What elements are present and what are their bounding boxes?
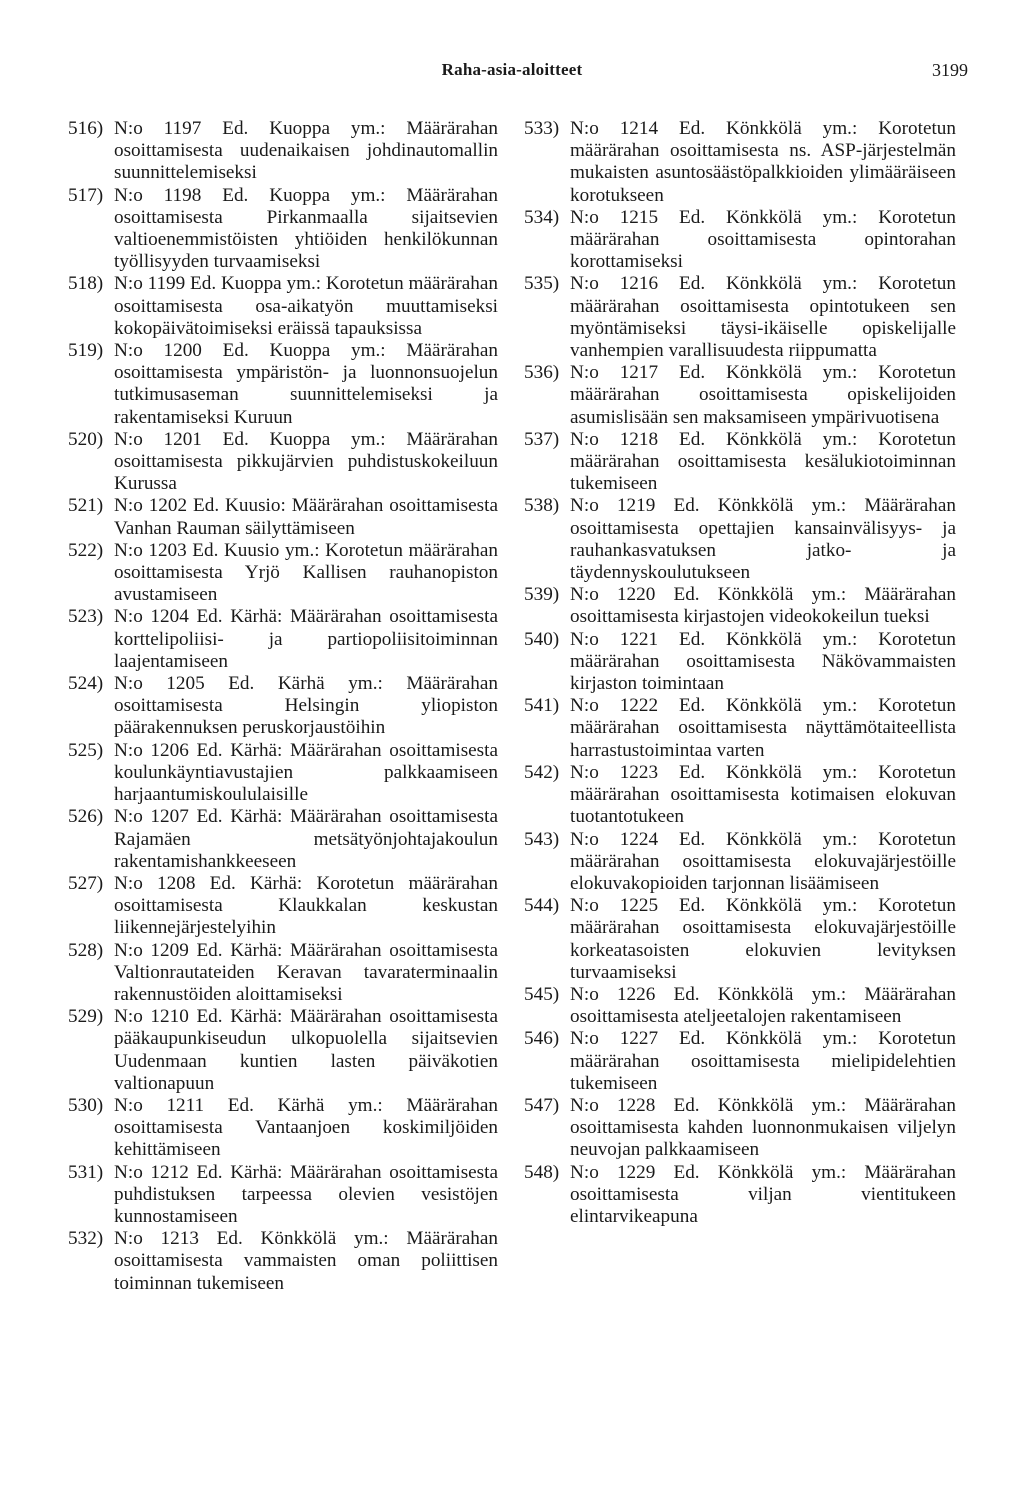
entry-number: 534) (524, 206, 560, 228)
entry-text: N:o 1197 Ed. Kuoppa ym.: Määrärahan osoittamisesta uudenaikaisen johdinautomallin suunnittelemiseksi (114, 118, 498, 184)
entry-number: 540) (524, 628, 560, 650)
entry-text: N:o 1226 Ed. Könkkölä ym.: Määrärahan osoittamisesta ateljeetalojen rakentamiseen (570, 983, 956, 1028)
entry-number: 541) (524, 695, 560, 717)
list-item (68, 185, 498, 274)
entry-number: 530) (68, 1094, 104, 1116)
entry-number: 516) (68, 118, 104, 139)
right-column (524, 118, 956, 1228)
entry-number: 524) (68, 673, 104, 695)
entry-number: 520) (68, 428, 104, 450)
entry-number: 538) (524, 495, 560, 517)
entry-text: N:o 1211 Ed. Kärhä ym.: Määrärahan osoittamisesta Vantaanjoen koskimiljöiden kehittämiseen (114, 1094, 498, 1161)
list-item (68, 873, 498, 940)
list-item (68, 429, 498, 496)
entry-number: 547) (524, 1094, 560, 1116)
list-item (68, 340, 498, 429)
list-item (524, 895, 956, 984)
left-column (68, 118, 498, 1295)
list-item (524, 1095, 956, 1162)
list-item (524, 495, 956, 584)
page-number: 3199 (932, 60, 968, 80)
list-item (68, 806, 498, 873)
list-item (68, 540, 498, 607)
entry-number: 533) (524, 118, 560, 139)
entry-text: N:o 1205 Ed. Kärhä ym.: Määrärahan osoittamisesta Helsingin yliopiston päärakennuksen peruskorjaustöihin (114, 673, 498, 739)
list-item (68, 606, 498, 673)
list-item (68, 940, 498, 1007)
entry-number: 518) (68, 273, 104, 295)
entry-number: 535) (524, 273, 560, 295)
list-item (68, 495, 498, 539)
entry-number: 537) (524, 428, 560, 450)
list-item (524, 984, 956, 1028)
entry-text: N:o 1229 Ed. Könkkölä ym.: Määrärahan osoittamisesta viljan vientitukeen elintarvikeapuna (570, 1161, 956, 1227)
entry-text: N:o 1216 Ed. Könkkölä ym.: Korotetun määrärahan osoittamisesta opintotukeen sen myöntämiseksi täysi-ikäiselle opiskelijalle vanhempien varallisuudesta riippumatta (570, 273, 956, 362)
entry-text: N:o 1210 Ed. Kärhä: Määrärahan osoittamisesta pääkaupunkiseudun ulkopuolella sijaitsevien Uudenmaan kuntien lasten päiväkotien valtionapuun (114, 1006, 498, 1094)
entry-number: 519) (68, 340, 104, 362)
list-item (68, 673, 498, 740)
entry-text: N:o 1227 Ed. Könkkölä ym.: Korotetun määrärahan osoittamisesta mielipidelehtien tukemiseen (570, 1028, 956, 1094)
entry-number: 517) (68, 184, 104, 206)
entry-number: 539) (524, 584, 560, 606)
entry-number: 536) (524, 362, 560, 384)
list-item (68, 1228, 498, 1295)
entry-number: 532) (68, 1228, 104, 1250)
entry-text: N:o 1223 Ed. Könkkölä ym.: Korotetun määrärahan osoittamisesta kotimaisen elokuvan tuotantotukeen (570, 761, 956, 828)
entry-text: N:o 1201 Ed. Kuoppa ym.: Määrärahan osoittamisesta pikkujärvien puhdistuskokeiluun Kurussa (114, 428, 498, 495)
entry-text: N:o 1214 Ed. Könkkölä ym.: Korotetun määrärahan osoittamisesta ns. ASP-järjestelmän mukaisten asuntosäästöpalkkioiden ylimääräiseen korotukseen (570, 118, 956, 206)
entry-number: 545) (524, 983, 560, 1005)
entry-text: N:o 1200 Ed. Kuoppa ym.: Määrärahan osoittamisesta ympäristön- ja luonnonsuojelun tutkimusaseman suunnittelemiseksi ja rakentamiseksi Kuruun (114, 340, 498, 428)
list-item (68, 273, 498, 340)
entry-number: 548) (524, 1161, 560, 1183)
list-item (68, 740, 498, 807)
list-item (524, 1162, 956, 1229)
list-item (524, 829, 956, 896)
entry-number: 544) (524, 895, 560, 917)
list-item (524, 762, 956, 829)
entry-text: N:o 1228 Ed. Könkkölä ym.: Määrärahan osoittamisesta kahden luonnonmukaisen viljelyn neuvojan palkkaamiseen (570, 1094, 956, 1161)
entry-number: 523) (68, 606, 104, 628)
list-item (68, 1006, 498, 1095)
entry-text: N:o 1208 Ed. Kärhä: Korotetun määrärahan osoittamisesta Klaukkalan keskustan liikennejärjestelyihin (114, 872, 498, 939)
entry-text: N:o 1213 Ed. Könkkölä ym.: Määrärahan osoittamisesta vammaisten oman poliittisen toiminnan tukemiseen (114, 1228, 498, 1294)
list-item (524, 695, 956, 762)
entry-text: N:o 1215 Ed. Könkkölä ym.: Korotetun määrärahan osoittamisesta opintorahan korottamiseksi (570, 206, 956, 273)
list-item (524, 1028, 956, 1095)
list-item (524, 629, 956, 696)
list-item (524, 584, 956, 628)
entry-text: N:o 1209 Ed. Kärhä: Määrärahan osoittamisesta Valtionrautateiden Keravan tavaraterminaalin rakennustöiden aloittamiseksi (114, 939, 498, 1005)
entry-text: N:o 1202 Ed. Kuusio: Määrärahan osoittamisesta Vanhan Rauman säilyttämiseen (114, 495, 498, 539)
entry-number: 531) (68, 1161, 104, 1183)
entry-number: 542) (524, 761, 560, 783)
entry-text: N:o 1219 Ed. Könkkölä ym.: Määrärahan osoittamisesta opettajien kansainvälisyys- ja rauhankasvatuksen jatko- ja täydennyskoulutukseen (570, 495, 956, 584)
entry-number: 525) (68, 739, 104, 761)
entry-text: N:o 1206 Ed. Kärhä: Määrärahan osoittamisesta koulunkäyntiavustajien palkkaamiseen harjaantumiskoululaisille (114, 739, 498, 806)
running-title: Raha-asia-aloitteet (441, 60, 583, 79)
entry-text: N:o 1224 Ed. Könkkölä ym.: Korotetun määrärahan osoittamisesta elokuvajärjestöille elokuvakopioiden tarjonnan lisäämiseen (570, 828, 956, 894)
list-item (524, 273, 956, 362)
entry-text: N:o 1222 Ed. Könkkölä ym.: Korotetun määrärahan osoittamisesta näyttämötaiteellista harrastustoimintaa varten (570, 695, 956, 761)
entry-text: N:o 1218 Ed. Könkkölä ym.: Korotetun määrärahan osoittamisesta kesälukiotoiminnan tukemiseen (570, 428, 956, 495)
list-item (524, 429, 956, 496)
entry-number: 543) (524, 828, 560, 850)
list-item (68, 118, 498, 185)
entry-text: N:o 1199 Ed. Kuoppa ym.: Korotetun määrärahan osoittamisesta osa-aikatyön muuttamiseksi kokopäivätoimiseksi eräissä tapauksissa (114, 273, 499, 339)
entry-text: N:o 1204 Ed. Kärhä: Määrärahan osoittamisesta korttelipoliisi- ja partiopoliisitoiminnan laajentamiseen (114, 606, 498, 672)
entry-number: 529) (68, 1006, 104, 1028)
list-item (524, 118, 956, 207)
entry-text: N:o 1225 Ed. Könkkölä ym.: Korotetun määrärahan osoittamisesta elokuvajärjestöille korkeatasoisten elokuvien levityksen turvaamiseksi (570, 895, 956, 983)
entry-text: N:o 1198 Ed. Kuoppa ym.: Määrärahan osoittamisesta Pirkanmaalla sijaitsevien valtioenemmistöisten yhtiöiden henkilökunnan työllisyyden turvaamiseksi (114, 184, 498, 273)
entry-text: N:o 1203 Ed. Kuusio ym.: Korotetun määrärahan osoittamisesta Yrjö Kallisen rauhanopiston avustamiseen (114, 539, 498, 606)
entry-text: N:o 1217 Ed. Könkkölä ym.: Korotetun määrärahan osoittamisesta opiskelijoiden asumislisään sen maksamiseen ympärivuotisena (570, 362, 956, 428)
entry-number: 521) (68, 495, 104, 517)
entry-number: 522) (68, 539, 104, 561)
list-item (68, 1095, 498, 1162)
entry-text: N:o 1212 Ed. Kärhä: Määrärahan osoittamisesta puhdistuksen tarpeessa olevien vesistöjen kunnostamiseen (114, 1161, 498, 1227)
entry-number: 528) (68, 939, 104, 961)
list-item (68, 1162, 498, 1229)
entry-text: N:o 1221 Ed. Könkkölä ym.: Korotetun määrärahan osoittamisesta Näkövammaisten kirjaston toimintaan (570, 628, 956, 695)
entry-text: N:o 1220 Ed. Könkkölä ym.: Määrärahan osoittamisesta kirjastojen videokokeilun tueksi (570, 584, 956, 628)
list-item (524, 207, 956, 274)
entry-number: 546) (524, 1028, 560, 1050)
list-item (524, 362, 956, 429)
entry-text: N:o 1207 Ed. Kärhä: Määrärahan osoittamisesta Rajamäen metsätyönjohtajakoulun rakentamishankkeeseen (114, 806, 498, 872)
entry-number: 527) (68, 872, 104, 894)
entry-number: 526) (68, 806, 104, 828)
page-header (0, 60, 1024, 90)
